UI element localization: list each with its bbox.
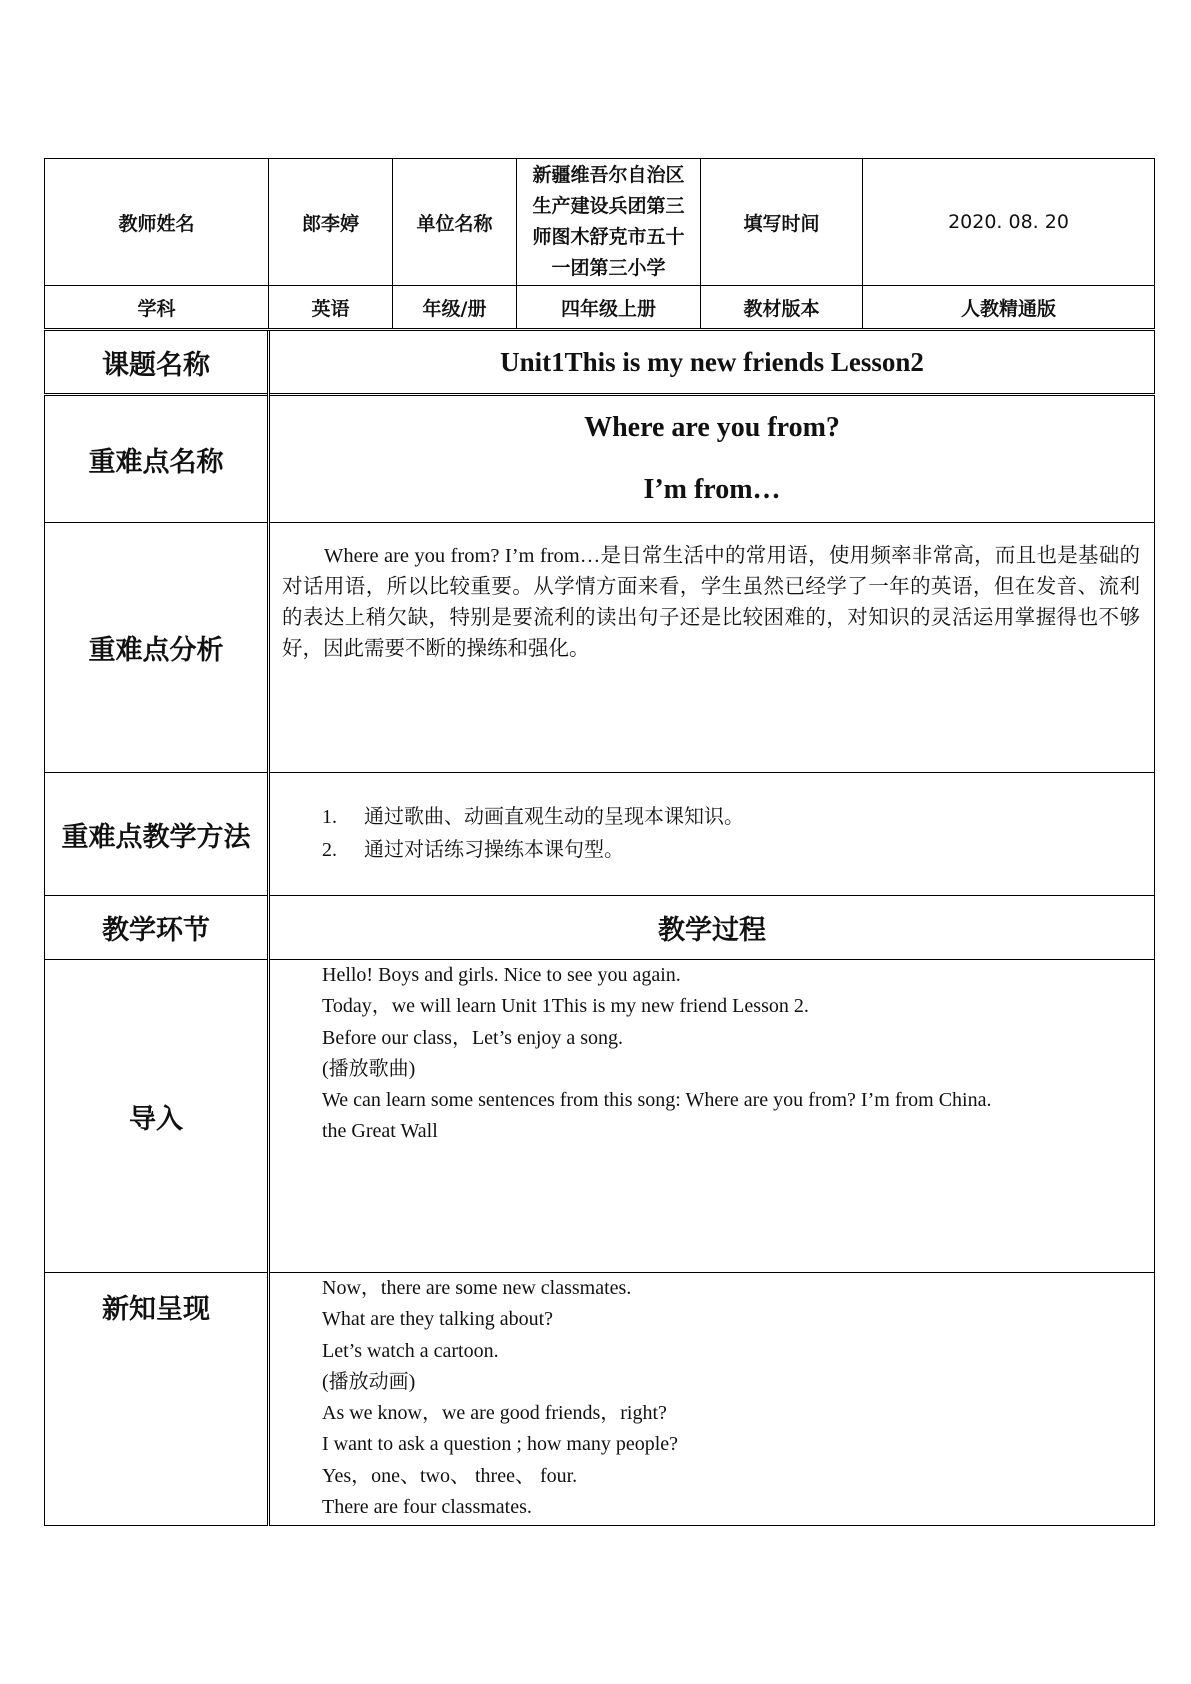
intro-label: 导入 bbox=[45, 960, 269, 1273]
new-knowledge-line: (播放动画) bbox=[322, 1370, 416, 1393]
edition-value: 人教精通版 bbox=[863, 286, 1155, 330]
topic-value: Unit1This is my new friends Lesson2 bbox=[269, 330, 1155, 395]
key-points-row bbox=[45, 395, 1155, 523]
new-knowledge-line: Yes，one、two、 three、 four. bbox=[322, 1464, 578, 1487]
teacher-name: 郎李婷 bbox=[269, 159, 393, 286]
methods-label: 重难点教学方法 bbox=[45, 773, 269, 896]
grade-value: 四年级上册 bbox=[517, 286, 701, 330]
method-number: 2. bbox=[322, 839, 337, 861]
grade-label: 年级/册 bbox=[393, 286, 517, 330]
method-number: 1. bbox=[322, 806, 337, 828]
methods-list bbox=[269, 773, 1155, 896]
analysis-text: Where are you from? I’m from…是日常生活中的常用语，使用频率非常高，而且也是基础的对话用语，所以比较重要。从学情方面来看，学生虽然已经学了一年的英语，但在发音、流利的表达上稍欠缺，特别是要流利的读出句子还是比较困难的，对知识的灵活运用掌握得也不够好，因此需要不断的操练和强化。 bbox=[269, 523, 1155, 773]
method-text: 通过歌曲、动画直观生动的呈现本课知识。 bbox=[364, 806, 744, 828]
date-value: 2020. 08. 20 bbox=[863, 159, 1155, 286]
process-header-row bbox=[45, 896, 1155, 960]
topic-label: 课题名称 bbox=[45, 330, 269, 395]
methods-row bbox=[45, 773, 1155, 896]
process-column-label: 教学过程 bbox=[269, 896, 1155, 960]
edition-label: 教材版本 bbox=[701, 286, 863, 330]
method-item bbox=[322, 834, 1154, 867]
unit-name-line: 师图木舒克市五十 bbox=[532, 226, 685, 248]
unit-name-line: 生产建设兵团第三 bbox=[532, 195, 685, 217]
intro-line: Before our class，Let’s enjoy a song. bbox=[322, 1026, 624, 1049]
lesson-plan-table bbox=[44, 158, 1155, 1526]
intro-row bbox=[45, 960, 1155, 1273]
teacher-label: 教师姓名 bbox=[45, 159, 269, 286]
subject-value: 英语 bbox=[269, 286, 393, 330]
intro-line: Today，we will learn Unit 1This is my new friend Lesson 2. bbox=[322, 995, 809, 1018]
new-knowledge-line: Let’s watch a cartoon. bbox=[322, 1339, 499, 1362]
new-knowledge-content bbox=[269, 1273, 1155, 1526]
header-row-2 bbox=[45, 286, 1155, 330]
intro-line: We can learn some sentences from this song: Where are you from? I’m from China. bbox=[322, 1089, 992, 1112]
intro-content bbox=[269, 960, 1155, 1273]
new-knowledge-line: I want to ask a question ; how many people? bbox=[322, 1433, 679, 1456]
new-knowledge-label: 新知呈现 bbox=[45, 1273, 269, 1526]
new-knowledge-row bbox=[45, 1273, 1155, 1526]
lesson-plan-form bbox=[44, 158, 1154, 1526]
topic-row bbox=[45, 330, 1155, 395]
key-points-value bbox=[269, 395, 1155, 523]
analysis-label: 重难点分析 bbox=[45, 523, 269, 773]
key-point-line: Where are you from? bbox=[584, 412, 840, 443]
key-points-label: 重难点名称 bbox=[45, 395, 269, 523]
header-row-1 bbox=[45, 159, 1155, 286]
intro-line: (播放歌曲) bbox=[322, 1057, 416, 1080]
key-point-line: I’m from… bbox=[643, 474, 781, 505]
method-item bbox=[322, 801, 1154, 834]
subject-label: 学科 bbox=[45, 286, 269, 330]
new-knowledge-line: As we know，we are good friends，right? bbox=[322, 1402, 667, 1425]
unit-name-line: 一团第三小学 bbox=[551, 257, 666, 279]
intro-line: the Great Wall bbox=[322, 1120, 438, 1143]
method-text: 通过对话练习操练本课句型。 bbox=[364, 839, 624, 861]
unit-name-line: 新疆维吾尔自治区 bbox=[532, 164, 685, 186]
new-knowledge-line: What are they talking about? bbox=[322, 1308, 554, 1331]
stage-column-label: 教学环节 bbox=[45, 896, 269, 960]
analysis-row bbox=[45, 523, 1155, 773]
new-knowledge-line: There are four classmates. bbox=[322, 1496, 532, 1519]
date-label: 填写时间 bbox=[701, 159, 863, 286]
unit-label: 单位名称 bbox=[393, 159, 517, 286]
unit-name bbox=[517, 159, 701, 286]
intro-line: Hello! Boys and girls. Nice to see you again. bbox=[322, 964, 681, 986]
new-knowledge-line: Now，there are some new classmates. bbox=[322, 1277, 632, 1299]
